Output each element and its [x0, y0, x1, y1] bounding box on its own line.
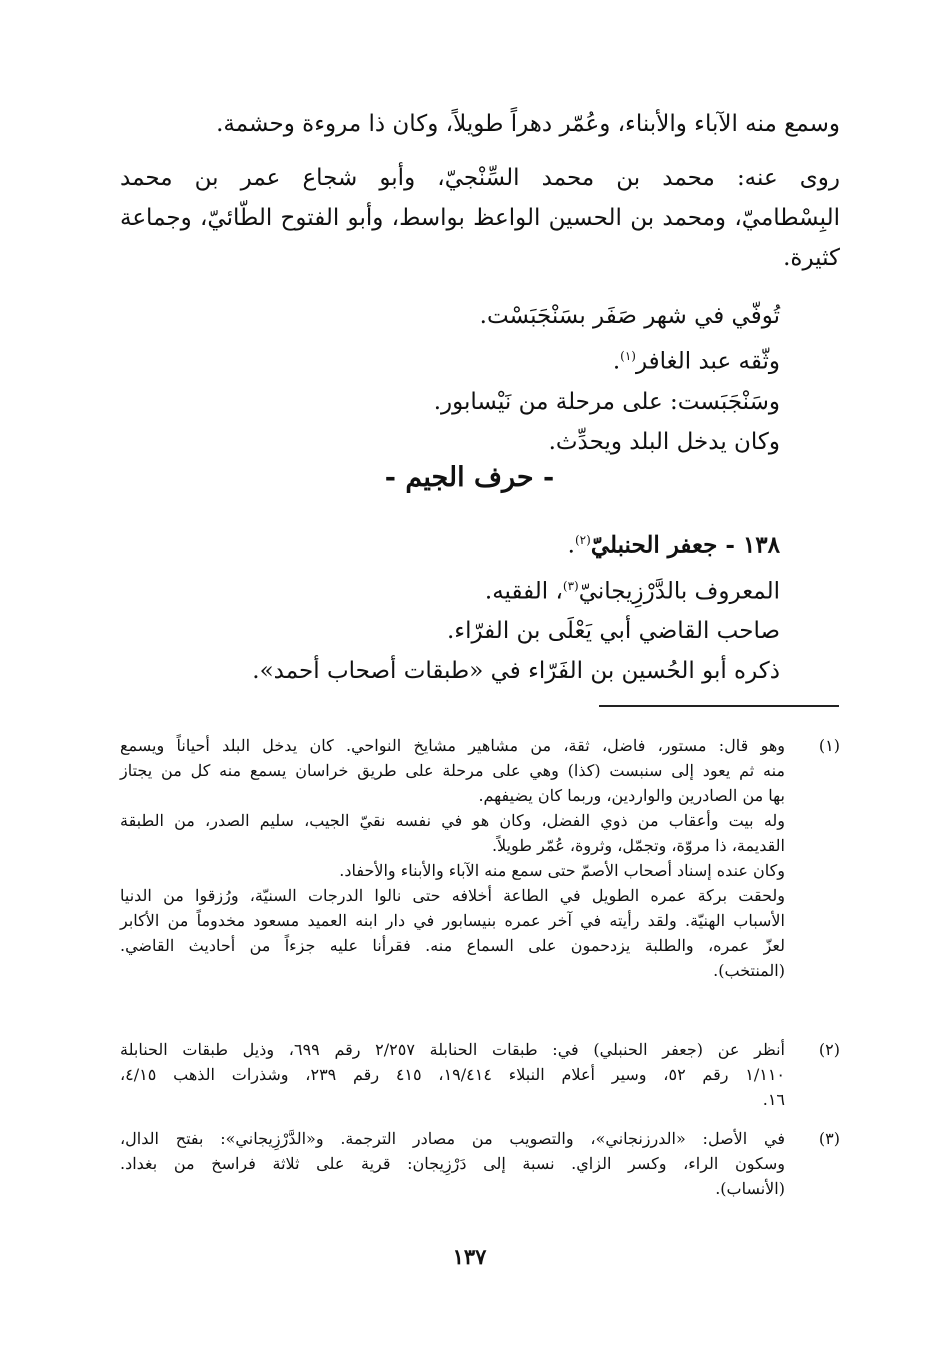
footnote-line: وله بيت وأعقاب من ذوي الفضل، وكان هو في نفسه نقيّ الجيب، سليم الصدر، من الطبقة	[120, 811, 785, 830]
entry-title: ١٣٨ - جعفر الحنبليّ	[590, 531, 780, 559]
footnote-body	[120, 1126, 785, 1201]
footnote-line: وهو قال: مستور، فاضل، ثقة، من مشاهير مشايخ النواحي. كان يدخل البلد أحياناً ويسمع	[120, 736, 785, 755]
footnote-line: وكان عنده إسناد أصحاب الأصمّ حتى سمع منه الآباء والأبناء والأحفاد.	[339, 861, 785, 880]
footnote-number: (١)	[818, 736, 840, 755]
narrators-paragraph	[120, 158, 840, 278]
footnote-line: القديمة، ذا مروّة، وتجمّل، وثروة، عُمّر طويلاً.	[491, 836, 785, 855]
footnote-line: أنظر عن (جعفر الحنبلي) في: طبقات الحنابلة ٢/٢٥٧ رقم ٦٩٩، وذيل طبقات الحنابلة	[120, 1040, 786, 1059]
footnote-line: لعزّ عمره، والطلبة يزدحمون على السماع منه. فقرأنا عليه جزءاً من أحاديث القاضي.	[120, 936, 785, 955]
intro-line: وسمع منه الآباء والأبناء، وعُمّر دهراً طويلاً، وكان ذا مروءة وحشمة.	[216, 111, 840, 137]
entry-title-end: .	[567, 532, 575, 559]
narrators-line-2: البِسْطاميّ، ومحمد بن الحسين الواعظ بواسط، وأبو الفتوح الطّائيّ، وجماعة	[120, 205, 840, 231]
footnote-line: الأسباب الهنيّة. ولقد رأيته في آخر عمره بنيسابور في دار ابنه العميد مسعود مخدوماً من الأكابر	[120, 911, 785, 930]
entry-title-line	[120, 520, 780, 566]
footnote-body	[120, 733, 785, 983]
page-number: ١٣٧	[452, 1244, 487, 1269]
section-heading: - حرف الجيم -	[384, 462, 555, 493]
footnote-line: ١/١١٠ رقم ٥٢، وسير أعلام النبلاء ١٩/٤١٤، ٤١٥ رقم ٢٣٩، وشذرات الذهب ٤/١٥،	[120, 1065, 785, 1084]
footnote-line: بها من الصادرين والواردين، وربما كان يضيفهم.	[478, 786, 785, 805]
footnote-ref-2[interactable]: (٢)	[574, 533, 591, 547]
narrators-line-1: روى عنه: محمد بن محمد السِّنْجيّ، وأبو شجاع عمر بن محمد	[120, 165, 840, 191]
bio-line-2-text: وثّقه عبد الغافر	[635, 348, 780, 375]
entry-line-2-end: ، الفقيه.	[484, 578, 563, 605]
footnote-number: (٣)	[818, 1129, 840, 1148]
entry-138	[120, 520, 780, 691]
footnote-line: ولحقت بركة عمره الطويل في الطاعة أخلافه حتى نالوا الدرجات السنيّة، ورُزقوا من الدنيا	[120, 886, 785, 905]
entry-line-3: صاحب القاضي أبي يَعْلَى بن الفرّاء.	[446, 618, 780, 645]
footnote-3	[120, 1126, 840, 1201]
footnote-1	[120, 733, 840, 983]
footnote-ref-1[interactable]: (١)	[620, 349, 636, 363]
entry-line-4: ذكره أبو الحُسين بن الفَرّاء في «طبقات أصحاب أحمد».	[252, 658, 780, 685]
footnote-line: في الأصل: «الدرزنجاني»، والتصويب من مصادر الترجمة. و«الدَّرْزِيجاني»: بفتح الدال،	[120, 1129, 785, 1148]
bio-line-1: تُوفّي في شهر صَفَر بسَنْجَبَسْت.	[479, 303, 780, 329]
bio-line-3: وسَنْجَبَست: على مرحلة من نَيْسابور.	[433, 388, 780, 415]
footnote-2	[120, 1037, 840, 1112]
footnote-number: (٢)	[818, 1040, 840, 1059]
footnote-ref-3[interactable]: (٣)	[562, 578, 579, 593]
entry-line-2-start: المعروف بالدَّرْزِيجانيّ	[578, 578, 780, 605]
bio-line-2-end: .	[612, 348, 621, 375]
intro-paragraph	[120, 104, 840, 144]
entry-line-2	[120, 566, 780, 612]
bio-line-2	[120, 336, 780, 382]
footnote-line: ١٦.	[762, 1090, 785, 1109]
bio-line-4: وكان يدخل البلد ويحدِّث.	[548, 428, 780, 455]
footnote-line: منه ثم يعود إلى سنبست (كذا) وهي على مرحلة على طريق خراسان يسمع منه كل من يجتاز	[120, 761, 785, 780]
footnote-line: (المنتخب).	[713, 961, 785, 980]
narrators-line-3: كثيرة.	[783, 245, 840, 271]
footnote-line: (الأنساب).	[715, 1179, 785, 1198]
footnote-line: وسكون الراء، وكسر الزاي. نسبة إلى دَرْزِيجان: قرية على ثلاثة فراسخ من بغداد.	[120, 1154, 785, 1173]
footnote-separator	[599, 705, 839, 707]
footnote-body	[120, 1037, 785, 1112]
biography-paragraph	[120, 296, 780, 462]
